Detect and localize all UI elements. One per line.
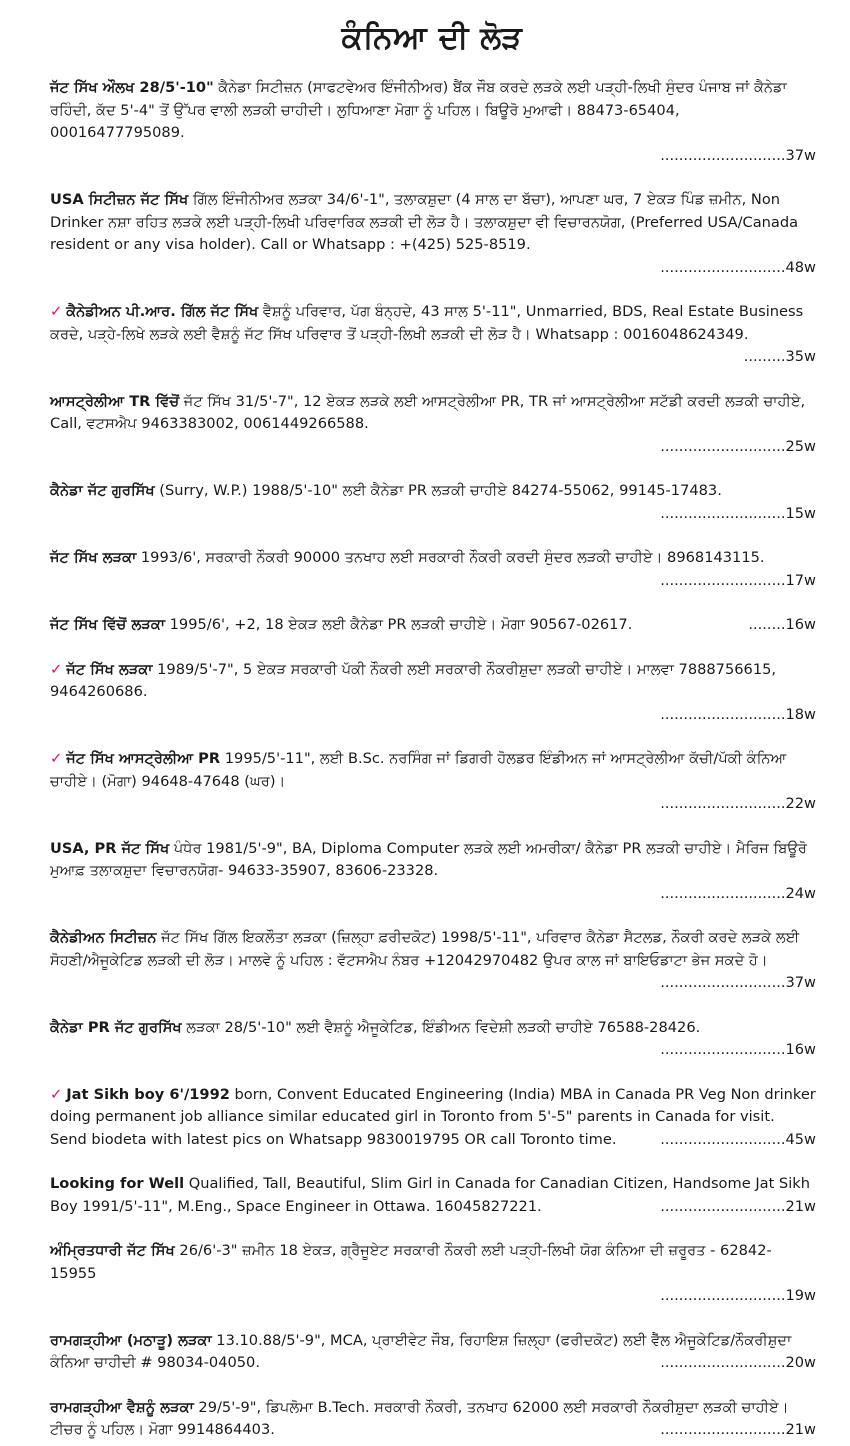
page-title: ਕੰਨਿਆ ਦੀ ਲੋੜ <box>341 20 523 56</box>
ad-entry <box>50 748 816 816</box>
ad-heading: ਕੈਨੇਡਾ ਜੱਟ ਗੁਰਸਿੱਖ <box>50 482 155 499</box>
ad-word-count: ...........................48w <box>660 258 816 276</box>
ad-word-count: ...........................21w <box>660 1421 816 1438</box>
ad-entry <box>50 391 816 459</box>
ad-word-count: ...........................25w <box>660 437 816 455</box>
ad-body: 29/5'-9", ਡਿਪਲੋਮਾ B.Tech. ਸਰਕਾਰੀ ਨੌਕਰੀ, ਤਨਖਾਹ 62000 ਲਈ ਸਰਕਾਰੀ ਨੌਕਰੀਸ਼ੁਦਾ ਲੜਕੀ ਚਾਹੀਏ। ਟੀਚਰ ਨੂੰ ਪਹਿਲ। ਮੋਗਾ 9914864403. <box>50 1398 789 1438</box>
ad-entry <box>50 927 816 995</box>
ad-heading: ਅੰਮ੍ਰਿਤਧਾਰੀ ਜੱਟ ਸਿੱਖ <box>50 1242 175 1259</box>
ad-heading: Jat Sikh boy 6'/1992 <box>66 1085 230 1103</box>
ad-word-count: ........16w <box>748 616 816 633</box>
ad-word-count: ...........................22w <box>660 795 816 812</box>
ad-entry <box>50 480 816 525</box>
ad-body: 1989/5'-7", 5 ਏਕੜ ਸਰਕਾਰੀ ਪੱਕੀ ਨੌਕਰੀ ਲਈ ਸਰਕਾਰੀ ਨੌਕਰੀਸ਼ੁਦਾ ਲੜਕੀ ਚਾਹੀਏ। ਮਾਲਵਾ 7888756615, 9464260686. <box>50 660 777 700</box>
ad-heading: ਰਾਮਗੜ੍ਹੀਆ ਵੈਸ਼ਨੂੰ ਲੜਕਾ <box>50 1398 194 1416</box>
ad-word-count: ...........................24w <box>660 884 816 902</box>
ad-body: 1995/5'-11", ਲਈ B.Sc. ਨਰਸਿੰਗ ਜਾਂ ਡਿਗਰੀ ਹੋਲਡਰ ਇੰਡੀਅਨ ਜਾਂ ਆਸਟ੍ਰੇਲੀਆ ਕੱਚੀ/ਪੱਕੀ ਕੰਨਿਆ ਚਾਹੀਏ। (ਮੋਗਾ) 94648-47648 (ਘਰ)। <box>50 750 787 790</box>
ad-heading: ਜੱਟ ਸਿੱਖ ਲੜਕਾ <box>66 660 153 678</box>
ad-heading: ਕੈਨੇਡੀਅਨ ਪੀ.ਆਰ. ਗਿੱਲ ਜੱਟ ਸਿੱਖ <box>66 303 259 320</box>
ad-word-count: ...........................18w <box>660 705 816 723</box>
ad-heading: Looking for Well <box>50 1175 185 1192</box>
ad-heading: ਜੱਟ ਸਿੱਖ ਔਲਖ 28/5'-10" <box>50 79 214 96</box>
ad-entry <box>50 77 816 167</box>
ad-heading: ਆਸਟ੍ਰੇਲੀਆ TR ਵਿੱਚੋਂ <box>50 392 180 410</box>
ad-word-count: ...........................21w <box>660 1197 816 1215</box>
ad-entry <box>50 1397 816 1442</box>
ad-body: ਲੜਕਾ 28/5'-10" ਲਈ ਵੈਸ਼ਨੂੰ ਐਜੂਕੇਟਿਡ, ਇੰਡੀਅਨ ਵਿਦੇਸ਼ੀ ਲੜਕੀ ਚਾਹੀਏ 76588-28426. <box>181 1018 701 1036</box>
checkmark-icon: ✓ <box>50 1085 63 1103</box>
ad-body: ਪੰਧੇਰ 1981/5'-9", BA, Diploma Computer ਲੜਕੇ ਲਈ ਅਮਰੀਕਾ/ ਕੈਨੇਡਾ PR ਲੜਕੀ ਚਾਹੀਏ। ਮੈਰਿਜ ਬਿਊਰੋ ਮੁਆਫ਼ ਤਲਾਕਸ਼ੁਦਾ ਵਿਚਾਰਨਯੋਗ- 94633-35907, 83606-23328. <box>50 839 807 879</box>
ad-entry <box>50 614 816 637</box>
ad-word-count: ...........................15w <box>660 504 816 522</box>
ad-entry <box>50 547 816 592</box>
checkmark-icon: ✓ <box>50 660 63 678</box>
ad-word-count: ...........................19w <box>660 1287 816 1304</box>
ad-word-count: ...........................45w <box>660 1130 816 1148</box>
ad-word-count: ...........................16w <box>660 1041 816 1058</box>
ad-body: ਗਿੱਲ ਇੰਜੀਨੀਅਰ ਲੜਕਾ 34/6'-1", ਤਲਾਕਸ਼ੁਦਾ (4 ਸਾਲ ਦਾ ਬੱਚਾ), ਆਪਣਾ ਘਰ, 7 ਏਕੜ ਪਿੰਡ ਜ਼ਮੀਨ, Non Drinker ਨਸ਼ਾ ਰਹਿਤ ਲੜਕੇ ਲਈ ਪੜ੍ਹੀ-ਲਿਖੀ ਪਰਿਵਾਰਿਕ ਲੜਕੀ ਦੀ ਲੋੜ ਹੈ। ਤਲਾਕਸ਼ੁਦਾ ਵੀ ਵਿਚਾਰਨਯੋਗ, (Preferred USA/Canada resident or any visa holder). Call or Whatsapp : +(425) 525-8519. <box>50 191 799 253</box>
ad-heading: ਜੱਟ ਸਿੱਖ ਆਸਟ੍ਰੇਲੀਆ PR <box>66 750 221 767</box>
ad-body: Qualified, Tall, Beautiful, Slim Girl in Canada for Canadian Citizen, Handsome Jat Sikh Boy 1991/5'-11", M.Eng., Space Engineer in Ottawa. 16045827221. <box>50 1175 810 1215</box>
ad-body: 26/6'-3" ਜ਼ਮੀਨ 18 ਏਕੜ, ਗ੍ਰੈਜੂਏਟ ਸਰਕਾਰੀ ਨੌਕਰੀ ਲਈ ਪੜ੍ਹੀ-ਲਿਖੀ ਯੋਗ ਕੰਨਿਆ ਦੀ ਜ਼ਰੂਰਤ - 62842-15955 <box>50 1242 772 1282</box>
ad-heading: ਰਾਮਗੜ੍ਹੀਆ (ਮਠਾੜੂ) ਲੜਕਾ <box>50 1331 212 1349</box>
ad-body: ਜੱਟ ਸਿੱਖ ਗਿੱਲ ਇਕਲੌਤਾ ਲੜਕਾ (ਜ਼ਿਲ੍ਹਾ ਫ਼ਰੀਦਕੋਟ) 1998/5'-11", ਪਰਿਵਾਰ ਕੈਨੇਡਾ ਸੈਟਲਡ, ਨੌਕਰੀ ਕਰਦੇ ਲੜਕੇ ਲਈ ਸੋਹਣੀ/ਐਜੂਕੇਟਿਡ ਲੜਕੀ ਦੀ ਲੋੜ। ਮਾਲਵੇ ਨੂੰ ਪਹਿਲ : ਵੱਟਸਐਪ ਨੰਬਰ +12042970482 ਉਪਰ ਕਾਲ ਜਾਂ ਬਾਇਓਡਾਟਾ ਭੇਜ ਸਕਦੇ ਹੋ। <box>50 929 800 969</box>
ad-entry <box>50 1017 816 1062</box>
ad-entry <box>50 301 816 369</box>
ad-body: ਵੈਸ਼ਨੂੰ ਪਰਿਵਾਰ, ਪੱਗ ਬੰਨ੍ਹਦੇ, 43 ਸਾਲ 5'-11", Unmarried, BDS, Real Estate Business ਕਰਦੇ, ਪੜ੍ਹੇ-ਲਿਖੇ ਲੜਕੇ ਲਈ ਵੈਸ਼ਨੂੰ ਜੱਟ ਸਿੱਖ ਪਰਿਵਾਰ ਤੋਂ ਪੜ੍ਹੀ-ਲਿਖੀ ਲੜਕੀ ਦੀ ਲੋੜ ਹੈ। Whatsapp : 0016048624349. <box>50 303 804 343</box>
ads-list <box>50 77 816 1442</box>
ad-body: 1995/6', +2, 18 ਏਕੜ ਲਈ ਕੈਨੇਡਾ PR ਲੜਕੀ ਚਾਹੀਏ। ਮੋਗਾ 90567-02617. <box>165 616 633 633</box>
ad-body: (Surry, W.P.) 1988/5'-10" ਲਈ ਕੈਨੇਡਾ PR ਲੜਕੀ ਚਾਹੀਏ 84274-55062, 99145-17483. <box>154 482 722 499</box>
ad-entry <box>50 189 816 279</box>
checkmark-icon: ✓ <box>50 750 63 767</box>
ad-entry <box>50 659 816 727</box>
ad-word-count: ...........................20w <box>660 1354 816 1371</box>
checkmark-icon: ✓ <box>50 303 63 320</box>
ad-entry <box>50 1330 816 1375</box>
ad-entry <box>50 1084 816 1152</box>
ad-word-count: ...........................37w <box>660 974 816 991</box>
ad-heading: USA, PR ਜੱਟ ਸਿੱਖ <box>50 839 170 857</box>
ad-word-count: .........35w <box>743 348 816 365</box>
ad-word-count: ...........................17w <box>660 571 816 589</box>
ad-entry <box>50 838 816 906</box>
ad-body: ਜੱਟ ਸਿੱਖ 31/5'-7", 12 ਏਕੜ ਲੜਕੇ ਲਈ ਆਸਟ੍ਰੇਲੀਆ PR, TR ਜਾਂ ਆਸਟ੍ਰੇਲੀਆ ਸਟੱਡੀ ਕਰਦੀ ਲੜਕੀ ਚਾਹੀਏ, Call, ਵਟਸਐਪ 9463383002, 0061449266588. <box>50 392 806 432</box>
ad-heading: USA ਸਿਟੀਜ਼ਨ ਜੱਟ ਸਿੱਖ <box>50 191 189 208</box>
ad-word-count: ...........................37w <box>660 146 816 164</box>
ad-body: born, Convent Educated Engineering (India) MBA in Canada PR Veg Non drinker doing permanent job alliance similar educated girl in Toronto from 5'-5" parents in Canada for visit. Send biodeta with latest pics on Whatsapp 9830019795 OR call Toronto time. <box>50 1085 816 1148</box>
ad-heading: ਕੈਨੇਡਾ PR ਜੱਟ ਗੁਰਸਿੱਖ <box>50 1018 182 1036</box>
ad-body: 1993/6', ਸਰਕਾਰੀ ਨੌਕਰੀ 90000 ਤਨਖਾਹ ਲਈ ਸਰਕਾਰੀ ਨੌਕਰੀ ਕਰਦੀ ਸੁੰਦਰ ਲੜਕੀ ਚਾਹੀਏ। 8968143115. <box>136 549 765 566</box>
ad-entry <box>50 1240 816 1308</box>
ad-body: ਕੈਨੇਡਾ ਸਿਟੀਜ਼ਨ (ਸਾਫਟਵੇਅਰ ਇੰਜੀਨੀਅਰ) ਬੈਂਕ ਜੌਬ ਕਰਦੇ ਲੜਕੇ ਲਈ ਪੜ੍ਹੀ-ਲਿਖੀ ਸੁੰਦਰ ਪੰਜਾਬ ਜਾਂ ਕੈਨੇਡਾ ਰਹਿੰਦੀ, ਕੱਦ 5'-4" ਤੋਂ ਉੱਪਰ ਵਾਲੀ ਲੜਕੀ ਚਾਹੀਦੀ। ਲੁਧਿਆਣਾ ਮੋਗਾ ਨੂੰ ਪਹਿਲ। ਬਿਊਰੋ ਮੁਆਫੀ। 88473-65404, 00016477795089. <box>50 79 787 141</box>
ad-heading: ਜੱਟ ਸਿੱਖ ਲੜਕਾ <box>50 549 137 566</box>
ad-heading: ਜੱਟ ਸਿੱਖ ਵਿੱਚੋਂ ਲੜਕਾ <box>50 616 165 633</box>
ad-body: 13.10.88/5'-9", MCA, ਪ੍ਰਾਈਵੇਟ ਜੌਬ, ਰਿਹਾਇਸ਼ ਜ਼ਿਲ੍ਹਾ (ਫਰੀਦਕੋਟ) ਲਈ ਵੈੱਲ ਐਜੂਕੇਟਿਡ/ਨੌਕਰੀਸ਼ੁਦਾ ਕੰਨਿਆ ਚਾਹੀਦੀ # 98034-04050. <box>50 1331 792 1371</box>
ad-entry <box>50 1173 816 1218</box>
ad-heading: ਕੈਨੇਡੀਅਨ ਸਿਟੀਜ਼ਨ <box>50 929 157 946</box>
